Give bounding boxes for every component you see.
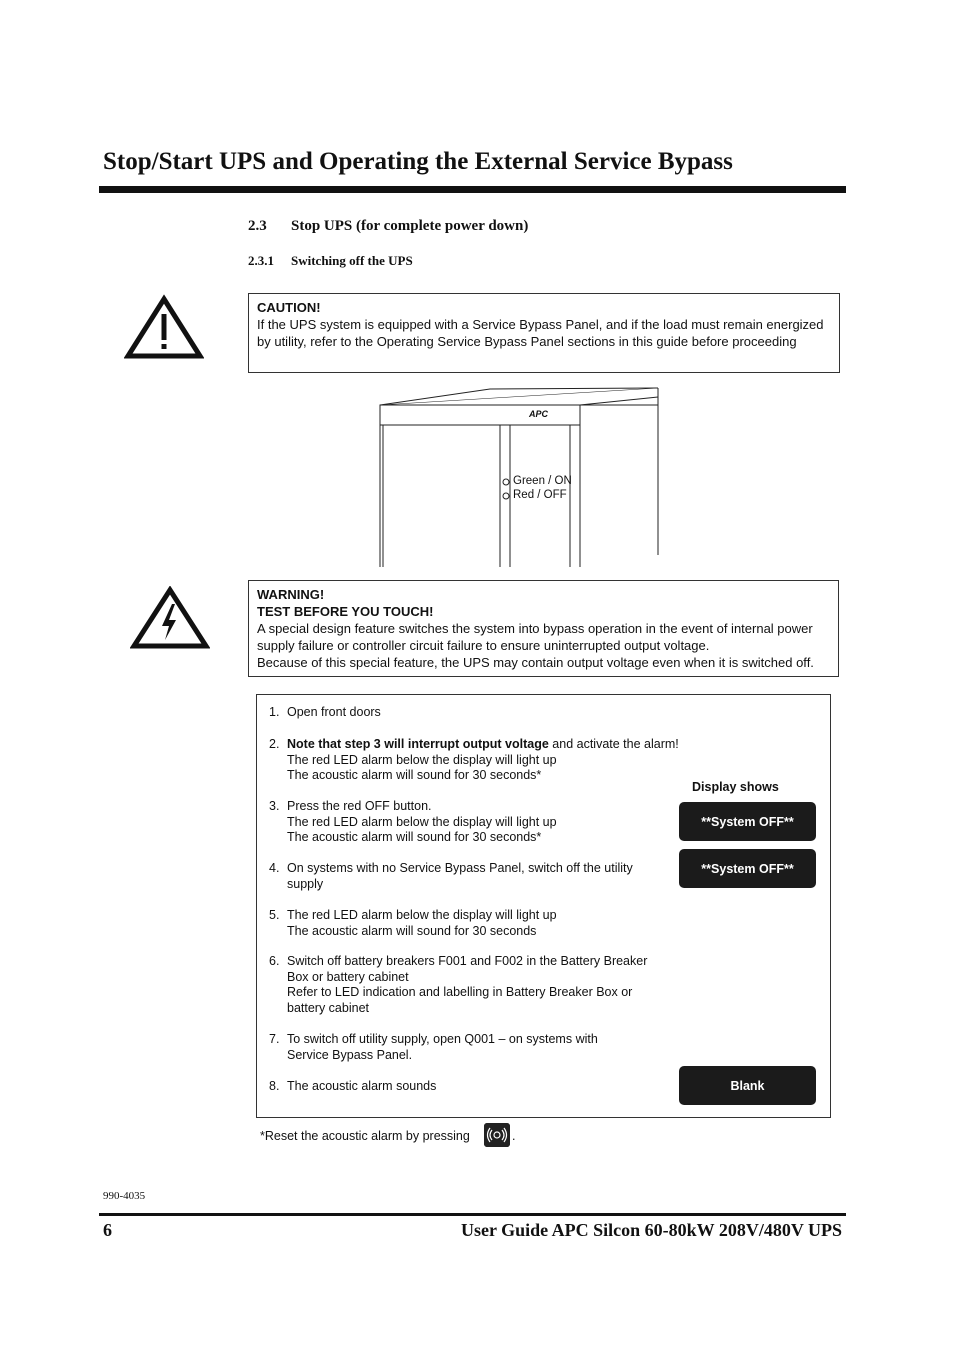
high-voltage-triangle-icon — [130, 586, 210, 650]
step-number: 2. — [269, 737, 280, 751]
step-line: The acoustic alarm will sound for 30 seconds* — [287, 830, 542, 845]
apc-logo: APC — [529, 409, 549, 419]
step-6 — [269, 954, 679, 1016]
step-line: The acoustic alarm will sound for 30 seconds* — [287, 768, 542, 783]
step-line: Press the red OFF button. — [287, 799, 432, 813]
step-number: 4. — [269, 861, 280, 875]
step-text: and activate the alarm! — [548, 737, 679, 751]
step-number: 3. — [269, 799, 280, 813]
subsection-title: Switching off the UPS — [291, 253, 413, 268]
display-blank: Blank — [679, 1066, 816, 1105]
section-title: Stop UPS (for complete power down) — [291, 218, 529, 234]
footer-title: User Guide APC Silcon 60-80kW 208V/480V UPS — [460, 1220, 842, 1240]
warning-heading: WARNING! — [257, 587, 325, 602]
step-bold-text: Note that step 3 will interrupt output voltage — [287, 737, 549, 751]
caution-notice — [248, 293, 840, 373]
step-5 — [269, 908, 679, 939]
step-line: Open front doors — [287, 705, 381, 719]
step-7 — [269, 1032, 679, 1063]
warning-notice — [248, 580, 839, 677]
step-2 — [269, 737, 679, 784]
step-number: 8. — [269, 1079, 280, 1093]
warning-text: A special design feature switches the system into bypass operation in the event of internal power supply failure or controller circuit failure to ensure uninterrupted output voltage. — [257, 621, 813, 653]
step-line: The red LED alarm below the display will light up — [287, 752, 557, 767]
display-system-off: **System OFF** — [679, 802, 816, 841]
step-3 — [269, 799, 679, 846]
step-8 — [269, 1079, 679, 1095]
exclamation-triangle-icon — [124, 294, 204, 360]
step-number: 5. — [269, 908, 280, 922]
step-number: 1. — [269, 705, 280, 719]
caution-heading: CAUTION! — [257, 300, 321, 315]
footnote: *Reset the acoustic alarm by pressing — [260, 1129, 470, 1143]
step-line: battery cabinet — [287, 1000, 369, 1015]
caution-text: If the UPS system is equipped with a Service Bypass Panel, and if the load must remain energized by utility, refer to the Operating Service Bypass Panel sections in this guide before proceeding — [257, 317, 824, 349]
step-number: 6. — [269, 954, 280, 968]
step-line: To switch off utility supply, open Q001 – on systems with — [287, 1032, 598, 1046]
footnote-end: . — [512, 1129, 516, 1143]
footer-rule — [99, 1213, 846, 1216]
title-rule — [99, 186, 846, 193]
warning-subheading: TEST BEFORE YOU TOUCH! — [257, 604, 434, 619]
step-line: The acoustic alarm sounds — [287, 1079, 437, 1093]
step-line: The red LED alarm below the display will light up — [287, 814, 557, 829]
step-line: Refer to LED indication and labelling in Battery Breaker Box or — [287, 985, 633, 1000]
subsection-number: 2.3.1 — [248, 253, 274, 268]
step-4 — [269, 861, 679, 892]
step-line: supply — [287, 876, 324, 891]
step-line: On systems with no Service Bypass Panel, switch off the utility — [287, 861, 633, 875]
page-number: 6 — [103, 1220, 112, 1240]
display-heading: Display shows — [692, 780, 779, 794]
warning-text-2: Because of this special feature, the UPS may contain output voltage even when it is switched off. — [257, 655, 814, 670]
step-number: 7. — [269, 1032, 280, 1046]
page-title: Stop/Start UPS and Operating the External Service Bypass — [103, 148, 733, 175]
step-line: Box or battery cabinet — [287, 969, 409, 984]
step-line: Service Bypass Panel. — [287, 1047, 413, 1062]
step-line: The red LED alarm below the display will light up — [287, 908, 557, 922]
alarm-reset-icon — [484, 1123, 510, 1147]
step-line: Switch off battery breakers F001 and F002 in the Battery Breaker — [287, 954, 648, 968]
red-led-label: Red / OFF — [513, 489, 567, 501]
step-1 — [269, 705, 679, 721]
display-system-off: **System OFF** — [679, 849, 816, 888]
document-number: 990-4035 — [103, 1190, 146, 1202]
step-line: The acoustic alarm will sound for 30 seconds — [287, 923, 537, 938]
section-number: 2.3 — [248, 218, 267, 234]
green-led-label: Green / ON — [513, 475, 572, 487]
procedure-box — [256, 694, 831, 1118]
